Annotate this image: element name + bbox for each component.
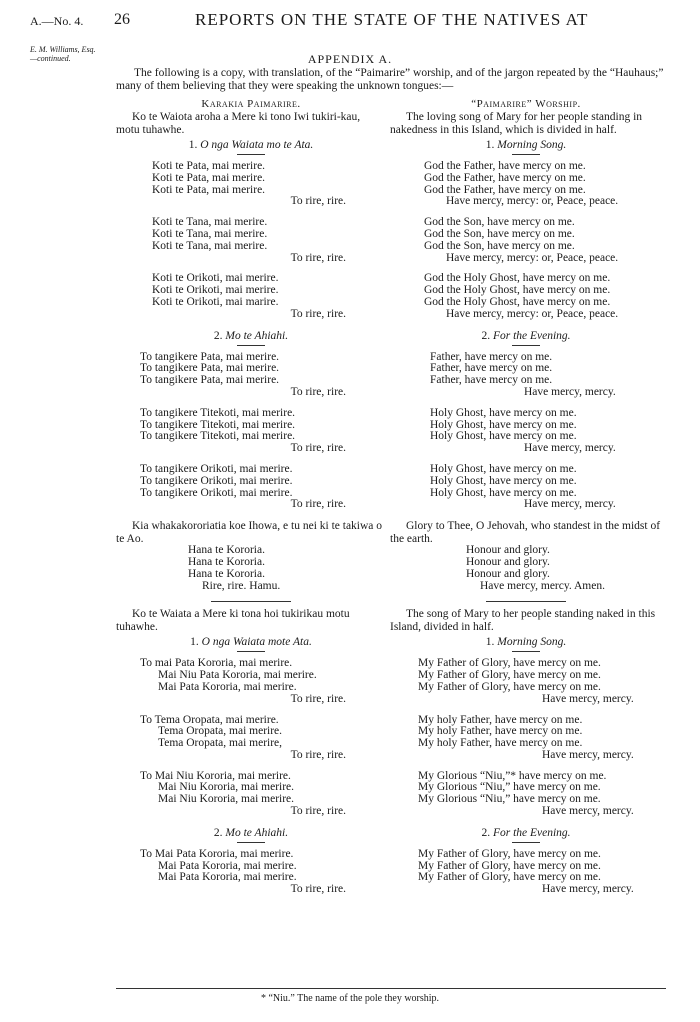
refrain: To rire, rire. xyxy=(290,195,346,208)
stanza: Hana te Kororia. Hana te Kororia. Hana te Kororia. Rire, rire. Hamu. xyxy=(116,545,386,592)
section-rule xyxy=(512,345,540,346)
refrain: To rire, rire. xyxy=(290,748,346,761)
english-section-heading: 2. For the Evening. xyxy=(481,826,571,839)
section-rule xyxy=(512,154,540,155)
maori-glory-paragraph: Kia whakakororiatia koe Ihowa, e tu nei ki te takiwa o te Ao. xyxy=(116,520,383,545)
english-section-heading: 2. For the Evening. xyxy=(481,329,571,342)
stanza: Koti te Tana, mai merire. Koti te Tana, mai merire. Koti te Tana, mai merire. To rire, rire. xyxy=(116,217,386,264)
maori-column xyxy=(116,97,386,905)
english-section-heading: 1. Morning Song. xyxy=(485,139,567,151)
english-column-title: “Paimarire” Worship. xyxy=(471,98,581,110)
page-header xyxy=(0,8,700,38)
stanza: Koti te Pata, mai merire. Koti te Pata, mai merire. Koti te Pata, mai merire. To rire, rire. xyxy=(116,161,386,208)
maori-column-title: Karakia Paimarire. xyxy=(201,98,301,110)
stanza: To Mai Niu Kororia, mai merire. Mai Niu Kororia, mai merire. Mai Niu Kororia, mai merire. To rire, rire. xyxy=(116,771,386,818)
stanza: To mai Pata Kororia, mai merire. Mai Niu Pata Kororia, mai merire. Mai Pata Kororia, mai merire. To rire, rire. xyxy=(116,658,386,705)
maori-section-heading: 1. O nga Waiata mote Ata. xyxy=(190,636,312,649)
stanza: To tangikere Titekoti, mai merire. To tangikere Titekoti, mai merire. To tangikere Titekoti, mai merire. To rire, rire. xyxy=(116,408,386,455)
running-title: REPORTS ON THE STATE OF THE NATIVES AT xyxy=(195,10,589,29)
report-reference: A.—No. 4. xyxy=(30,14,84,28)
footnote: * “Niu.” The name of the pole they worship. xyxy=(260,993,440,1004)
section-rule xyxy=(237,651,265,652)
refrain: To rire, rire. xyxy=(290,883,346,896)
stanza: My holy Father, have mercy on me. My holy Father, have mercy on me. My holy Father, have mercy on me. Have mercy, mercy. xyxy=(390,715,662,762)
intro-paragraph: The following is a copy, with translation, of the “Paimarire” worship, and of the jargon repeated by the “Hauhaus;” many of them believing that they were speaking the unknown tongues:— xyxy=(116,67,664,92)
stanza: My Father of Glory, have mercy on me. My Father of Glory, have mercy on me. My Father of Glory, have mercy on me. Have mercy, mercy. xyxy=(390,849,662,896)
page-number: 26 xyxy=(114,11,130,28)
refrain: To rire, rire. xyxy=(290,498,346,511)
stanza: Holy Ghost, have mercy on me. Holy Ghost, have mercy on me. Holy Ghost, have mercy on me. Have mercy, mercy. xyxy=(390,464,662,511)
footnote-rule xyxy=(116,988,666,989)
maori-intro-2: Ko te Waiata a Mere ki tona hoi tukirikau motu tuhawhe. xyxy=(116,608,350,633)
english-section-heading: 1. Morning Song. xyxy=(485,636,567,649)
section-rule xyxy=(512,651,540,652)
closing-line: Rire, rire. Hamu. xyxy=(202,579,281,592)
stanza: Koti te Orikoti, mai merire. Koti te Orikoti, mai merire. Koti te Orikoti, mai marire. To rire, rire. xyxy=(116,273,386,320)
refrain: To rire, rire. xyxy=(290,251,346,264)
section-rule xyxy=(237,154,265,155)
refrain: Have mercy, mercy. xyxy=(524,442,616,455)
refrain: To rire, rire. xyxy=(290,385,346,398)
refrain: Have mercy, mercy. xyxy=(542,748,634,761)
maori-section-heading: 2. Mo te Ahiahi. xyxy=(213,329,289,342)
section-rule xyxy=(512,842,540,843)
english-intro-2: The song of Mary to her people standing naked in this Island, divided in half. xyxy=(390,608,656,633)
english-intro: The loving song of Mary for her people standing in nakedness in this Island, which is divided in half. xyxy=(390,111,643,136)
refrain: Have mercy, mercy: or, Peace, peace. xyxy=(446,251,619,264)
stanza: To tangikere Pata, mai merire. To tangikere Pata, mai merire. To tangikere Pata, mai merire. To rire, rire. xyxy=(116,352,386,399)
stanza: God the Holy Ghost, have mercy on me. God the Holy Ghost, have mercy on me. God the Holy Ghost, have mercy on me. Have mercy, mercy: or, Peace, peace. xyxy=(390,273,662,320)
maori-section-heading: 1. O nga Waiata mo te Ata. xyxy=(188,139,314,151)
appendix-title: APPENDIX A. xyxy=(307,52,393,66)
stanza: Holy Ghost, have mercy on me. Holy Ghost, have mercy on me. Holy Ghost, have mercy on me. Have mercy, mercy. xyxy=(390,408,662,455)
maori-section-heading: 2. Mo te Ahiahi. xyxy=(213,826,289,839)
refrain: Have mercy, mercy. xyxy=(524,385,616,398)
stanza: God the Son, have mercy on me. God the Son, have mercy on me. God the Son, have mercy on me. Have mercy, mercy: or, Peace, peace. xyxy=(390,217,662,264)
refrain: Have mercy, mercy: or, Peace, peace. xyxy=(446,307,619,320)
stanza: Honour and glory. Honour and glory. Honour and glory. Have mercy, mercy. Amen. xyxy=(390,545,662,592)
stanza: To Tema Oropata, mai merire. Tema Oropata, mai merire. Tema Oropata, mai merire, To rire, rire. xyxy=(116,715,386,762)
refrain: To rire, rire. xyxy=(290,307,346,320)
stanza: To Mai Pata Kororia, mai merire. Mai Pata Kororia, mai merire. Mai Pata Kororia, mai merire. To rire, rire. xyxy=(116,849,386,896)
stanza: To tangikere Orikoti, mai merire. To tangikere Orikoti, mai merire. To tangikere Orikoti, mai merire. To rire, rire. xyxy=(116,464,386,511)
stanza: Father, have mercy on me. Father, have mercy on me. Father, have mercy on me. Have mercy, mercy. xyxy=(390,352,662,399)
refrain: To rire, rire. xyxy=(290,442,346,455)
stanza: God the Father, have mercy on me. God the Father, have mercy on me. God the Father, have mercy on me. Have mercy, mercy: or, Peace, peace. xyxy=(390,161,662,208)
margin-author: E. M. Williams, Esq. xyxy=(30,45,96,54)
refrain: To rire, rire. xyxy=(290,692,346,705)
divider-rule xyxy=(211,601,291,602)
closing-line: Have mercy, mercy. Amen. xyxy=(480,579,605,592)
refrain: Have mercy, mercy. xyxy=(524,498,616,511)
divider-rule xyxy=(486,601,566,602)
english-column xyxy=(390,97,662,905)
refrain: Have mercy, mercy. xyxy=(542,692,634,705)
section-rule xyxy=(237,842,265,843)
maori-intro: Ko te Waiota aroha a Mere ki tono Iwi tukiri-kau, motu tuhawhe. xyxy=(116,111,361,136)
refrain: Have mercy, mercy: or, Peace, peace. xyxy=(446,195,619,208)
english-glory-paragraph: Glory to Thee, O Jehovah, who standest in the midst of the earth. xyxy=(390,520,661,545)
margin-continued: —continued. xyxy=(30,54,71,63)
refrain: Have mercy, mercy. xyxy=(542,883,634,896)
refrain: To rire, rire. xyxy=(290,805,346,818)
section-rule xyxy=(237,345,265,346)
stanza: My Glorious “Niu,”* have mercy on me. My Glorious “Niu,” have mercy on me. My Glorious “Niu,” have mercy on me. Have mercy, mercy. xyxy=(390,771,662,818)
stanza: My Father of Glory, have mercy on me. My Father of Glory, have mercy on me. My Father of Glory, have mercy on me. Have mercy, mercy. xyxy=(390,658,662,705)
refrain: Have mercy, mercy. xyxy=(542,805,634,818)
